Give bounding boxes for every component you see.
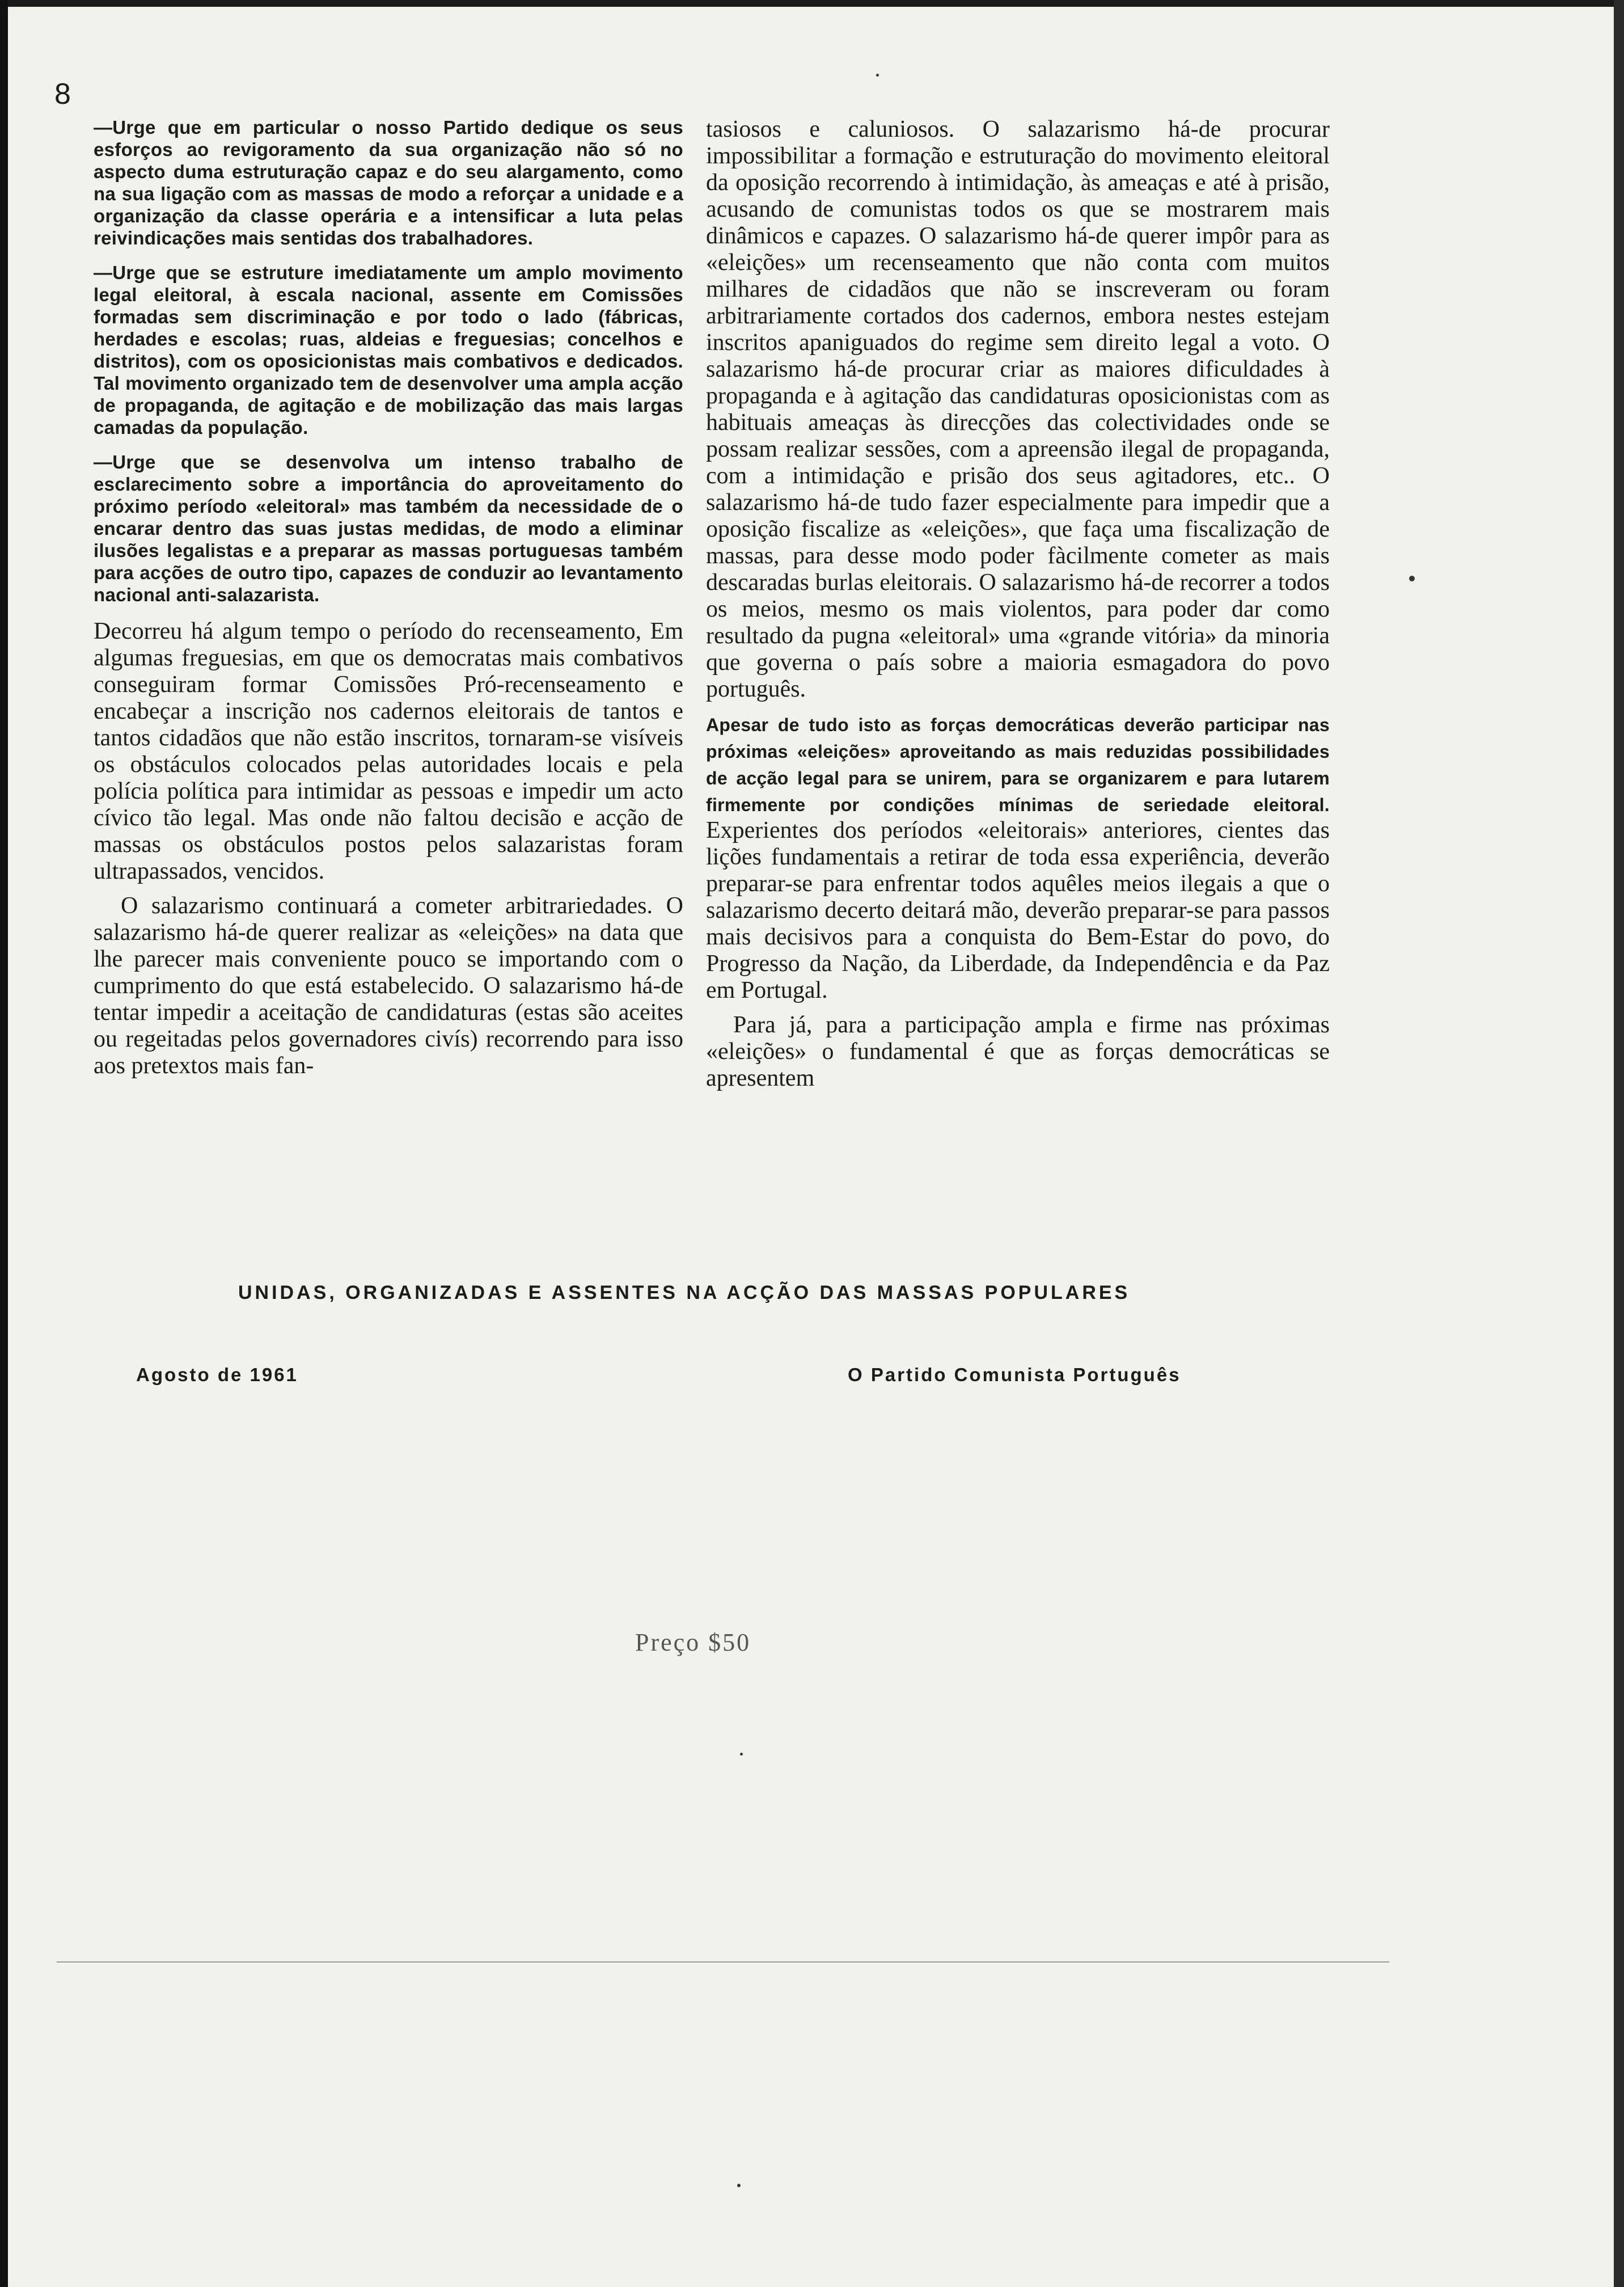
scan-edge-left	[0, 0, 8, 2287]
bold-paragraph-1: —Urge que em particular o nosso Partido dedique os seus esforços ao revigoramento da sua organização não só no aspecto duma estruturação capaz e do seu alargamento, como na sua ligação com as massas de modo a reforçar a unidade e a organização da classe operária e a intensificar a luta pelas reivindicações mais sentidas dos trabalhadores.	[94, 117, 683, 248]
body-paragraph-recenseamento: Decorreu há algum tempo o período do recenseamento, Em algumas freguesias, em que os democratas mais combativos conseguiram formar Comissões Pró-recenseamento e encabeçar a inscrição nos cadernos eleitorais de tantos e tantos cidadãos que não estão inscritos, tornaram-se visíveis os obstáculos colocados pelas autoridades locais e pela polícia política para intimidar as pessoas e impedir um acto cívico tão legal. Mas onde não faltou decisão e acção de massas os obstáculos postos pelos salazaristas foram ultrapassados, vencidos.	[94, 618, 683, 884]
scan-edge-top	[0, 0, 1624, 7]
body-continuation-experientes: Experientes dos períodos «eleitorais» anteriores, cientes das lições fundamentais a retirar de toda essa experiência, deverão preparar-se para enfrentar todos aquêles meios ilegais a que o salazarismo decerto deitará mão, deverão preparar-se para passos mais decisivos para a conquista do Bem-Estar do povo, do Progresso da Nação, da Liberdade, da Independência e da Paz em Portugal.	[706, 817, 1330, 1003]
page-number: 8	[54, 78, 71, 111]
slogan: UNIDAS, ORGANIZADAS E ASSENTES NA ACÇÃO DAS MASSAS POPULARES	[238, 1282, 1131, 1303]
price: Preço $50	[635, 1628, 751, 1656]
scan-speck	[1409, 576, 1415, 581]
body-paragraph-apesar	[706, 711, 1330, 1004]
bold-paragraph-3: —Urge que se desenvolva um intenso trabalho de esclarecimento sobre a importância do aproveitamento do próximo período «eleitoral» mas também da necessidade de o encarar dentro das suas justas medidas, de modo a eliminar ilusões legalistas e a preparar as massas portuguesas também para acções de outro tipo, capazes de conduzir ao levantamento nacional anti-salazarista.	[94, 452, 683, 605]
scan-speck	[876, 74, 879, 77]
date: Agosto de 1961	[136, 1364, 298, 1385]
scan-speck	[740, 1753, 743, 1756]
bold-lead-apesar: Apesar de tudo isto as forças democráticas deverão participar nas próximas «eleições» aproveitando as mais reduzidas possibilidades de acção legal para se unirem, para se organizarem e para lutarem firmemente por condições mínimas de seriedade eleitoral.	[706, 715, 1330, 815]
right-column	[706, 116, 1330, 1100]
bold-paragraph-2: —Urge que se estruture imediatamente um amplo movimento legal eleitoral, à escala nacional, assente em Comissões formadas sem discriminação e por todo o lado (fábricas, herdades e escolas; ruas, aldeias e freguesias; concelhos e distritos), com os oposicionistas mais combativos e dedicados. Tal movimento organizado tem de desenvolver uma ampla acção de propaganda, de agitação e de mobilização das mais largas camadas da população.	[94, 262, 683, 438]
signature: O Partido Comunista Português	[848, 1364, 1181, 1385]
body-paragraph-para-ja: Para já, para a participação ampla e firme nas próximas «eleições» o fundamental é que as forças democráticas se apresentem	[706, 1012, 1330, 1091]
scan-edge-right	[1614, 0, 1624, 2287]
scan-speck	[737, 2184, 741, 2187]
body-paragraph-continuation: tasiosos e caluniosos. O salazarismo há-de procurar impossibilitar a formação e estruturação do movimento eleitoral da oposição recorrendo à intimidação, às ameaças e até à prisão, acusando de comunistas todos os que se mostrarem mais dinâmicos e capazes. O salazarismo há-de querer impôr para as «eleições» um recenseamento que não conta com muitos milhares de cidadãos que não se inscreveram ou foram arbitrariamente cortados dos cadernos, embora nestes estejam inscritos apaniguados do regime sem direito legal a voto. O salazarismo há-de procurar criar as maiores dificuldades à propaganda e à agitação das candidaturas oposicionistas com as habituais ameaças às direcções das colectividades onde se possam realizar sessões, com a apreensão ilegal de propaganda, com a intimidação e prisão dos seus agitadores, etc.. O salazarismo há-de tudo fazer especialmente para impedir que a oposição fiscalize as «eleições», que faça uma fiscalização de massas, para desse modo poder fàcilmente cometer as mais descaradas burlas eleitorais. O salazarismo há-de recorrer a todos os meios, mesmo os mais violentos, para poder dar como resultado da pugna «eleitoral» uma «grande vitória» da minoria que governa o país sobre a maioria esmagadora do povo português.	[706, 116, 1330, 702]
left-column	[94, 116, 683, 1087]
divider-line	[57, 1961, 1389, 1963]
body-paragraph-arbitrariedades: O salazarismo continuará a cometer arbitrariedades. O salazarismo há-de querer realizar as «eleições» na data que lhe parecer mais conveniente pouco se importando com o cumprimento do que está estabelecido. O salazarismo há-de tentar impedir a aceitação de candidaturas (estas são aceites ou regeitadas pelos governadores civís) recorrendo para isso aos pretextos mais fan-	[94, 893, 683, 1079]
